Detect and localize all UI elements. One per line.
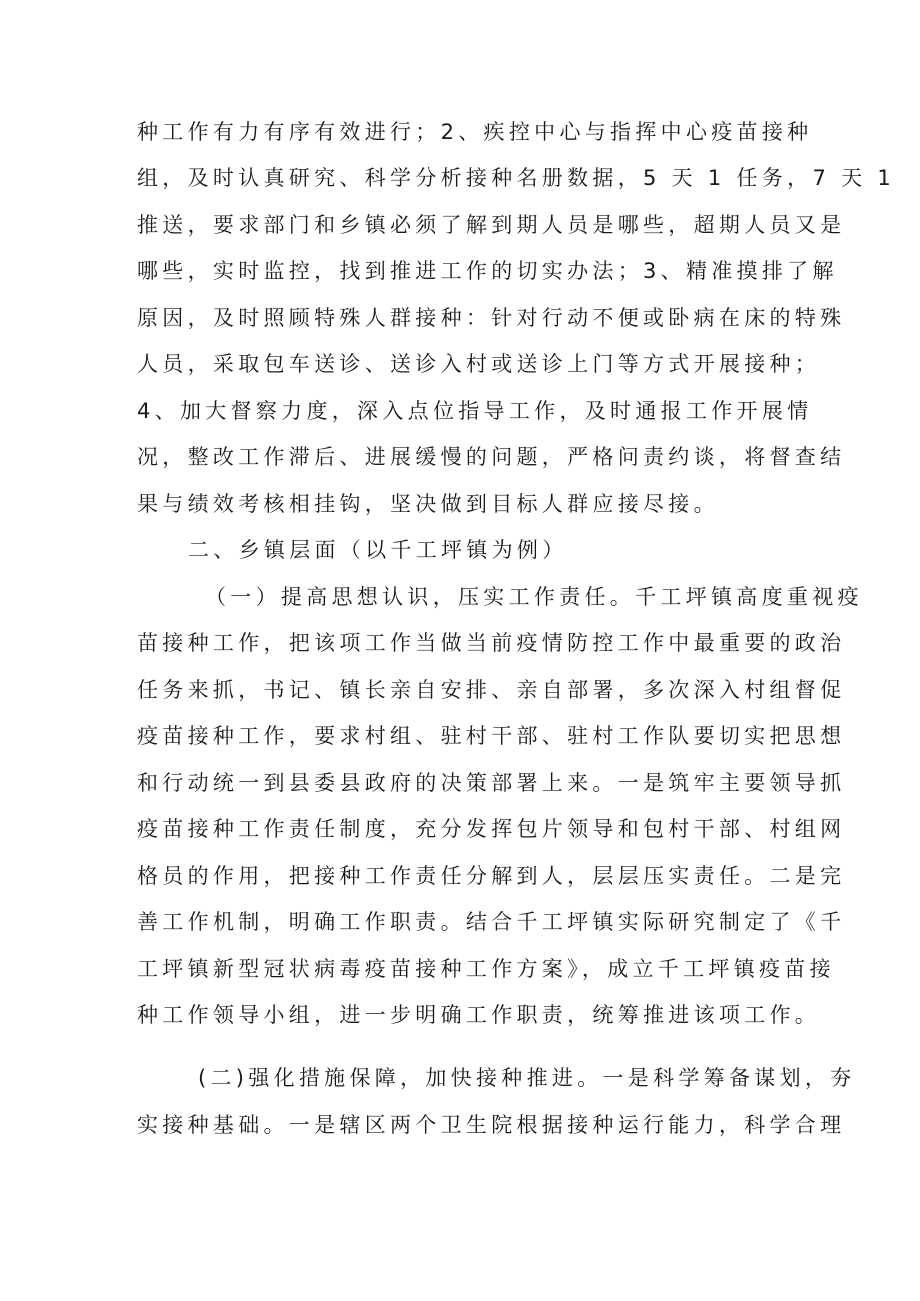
text-line-8: 况，整改工作滞后、进展缓慢的问题，严格问责约谈，将督查结	[137, 445, 846, 469]
text-line-2: 组，及时认真研究、科学分析接种名册数据，5 天 1 任务，7 天 1	[137, 166, 896, 190]
text-line-1: 种工作有力有序有效进行；2、疾控中心与指挥中心疫苗接种	[137, 120, 813, 144]
text-line-17: 格员的作用，把接种工作责任分解到人，层层压实责任。二是完	[137, 864, 846, 888]
text-line-11: （一）提高思想认识，压实工作责任。千工坪镇高度重视疫	[205, 585, 863, 609]
text-line-20: 种工作领导小组，进一步明确工作职责，统筹推进该项工作。	[137, 1003, 821, 1027]
text-line-3: 推送，要求部门和乡镇必须了解到期人员是哪些，超期人员又是	[137, 213, 846, 237]
section-heading: 二、乡镇层面（以千工坪镇为例）	[188, 538, 568, 562]
text-line-14: 疫苗接种工作，要求村组、驻村干部、驻村工作队要切实把思想	[137, 724, 846, 748]
text-line-12: 苗接种工作，把该项工作当做当前疫情防控工作中最重要的政治	[137, 631, 846, 655]
text-line-22: 实接种基础。一是辖区两个卫生院根据接种运行能力，科学合理	[137, 1113, 846, 1137]
text-line-16: 疫苗接种工作责任制度，充分发挥包片领导和包村干部、村组网	[137, 817, 846, 841]
text-line-5: 原因，及时照顾特殊人群接种：针对行动不便或卧病在床的特殊	[137, 306, 846, 330]
text-line-7: 4、加大督察力度，深入点位指导工作，及时通报工作开展情	[137, 399, 813, 423]
text-line-15: 和行动统一到县委县政府的决策部署上来。一是筑牢主要领导抓	[137, 771, 846, 795]
text-line-4: 哪些，实时监控，找到推进工作的切实办法；3、精准摸排了解	[137, 259, 838, 283]
text-line-9: 果与绩效考核相挂钩，坚决做到目标人群应接尽接。	[137, 492, 719, 516]
text-line-6: 人员，采取包车送诊、送诊入村或送诊上门等方式开展接种；	[137, 352, 821, 376]
text-line-19: 工坪镇新型冠状病毒疫苗接种工作方案》，成立千工坪镇疫苗接	[137, 957, 835, 981]
text-line-13: 任务来抓，书记、镇长亲自安排、亲自部署，多次深入村组督促	[137, 678, 846, 702]
text-line-21: (二)强化措施保障，加快接种推进。一是科学筹备谋划，夯	[198, 1066, 856, 1090]
text-line-18: 善工作机制，明确工作职责。结合千工坪镇实际研究制定了《千	[137, 910, 846, 934]
